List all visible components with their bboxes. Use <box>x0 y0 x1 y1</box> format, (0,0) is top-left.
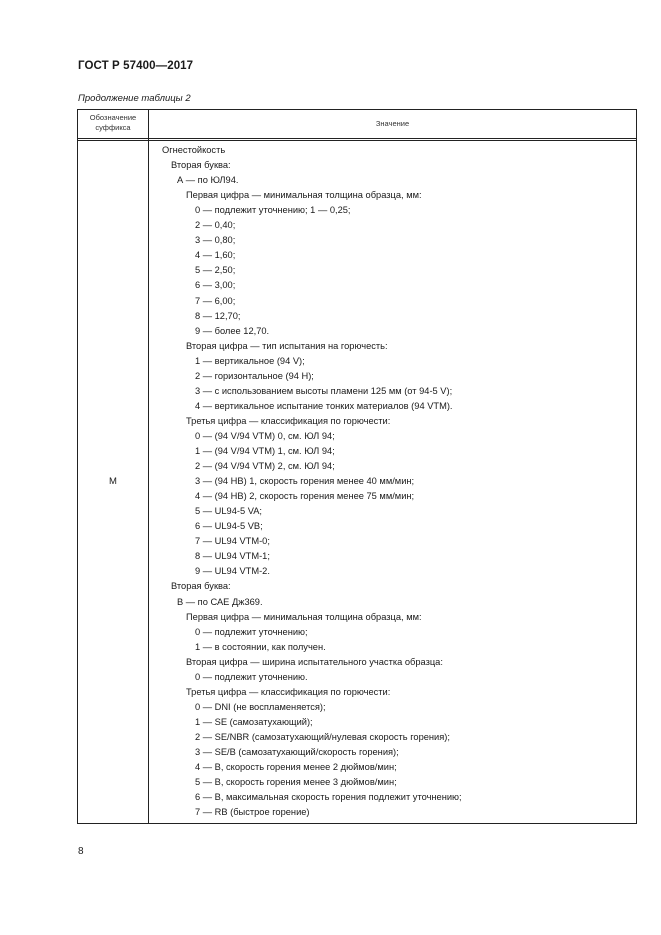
value-line: 2 — горизонтальное (94 H); <box>195 370 314 381</box>
suffix-cell: М <box>109 476 117 487</box>
value-line: 1 — (94 V/94 VTM) 1, см. ЮЛ 94; <box>195 446 335 456</box>
value-line: 0 — подлежит уточнению. <box>195 671 308 682</box>
document-code: ГОСТ Р 57400—2017 <box>78 60 194 72</box>
column-divider <box>148 110 149 823</box>
value-line: Вторая буква: <box>171 581 231 592</box>
value-line: 8 — UL94 VTM-1; <box>195 551 270 562</box>
value-line: 1 — вертикальное (94 V); <box>195 355 305 366</box>
value-line: 6 — UL94-5 VB; <box>195 521 263 532</box>
header-divider-double <box>78 140 636 141</box>
value-line: Первая цифра — минимальная толщина образца, мм: <box>186 611 422 622</box>
value-line: Огнестойкость <box>162 145 226 155</box>
value-line: 3 — с использованием высоты пламени 125 мм (от 94-5 V); <box>195 385 453 396</box>
value-line: 0 — (94 V/94 VTM) 0, см. ЮЛ 94; <box>195 430 335 441</box>
value-line: 7 — UL94 VTM-0; <box>195 536 270 547</box>
value-line: 4 — B, скорость горения менее 2 дюймов/мин; <box>195 762 397 773</box>
value-line: 4 — вертикальное испытание тонких материалов (94 VTM). <box>195 400 453 411</box>
value-line: 3 — SE/B (самозатухающий/скорость горения); <box>195 747 399 757</box>
value-line: 3 — (94 HB) 1, скорость горения менее 40 мм/мин; <box>195 476 415 487</box>
value-line: 2 — 0,40; <box>195 220 236 231</box>
value-line: 7 — 6,00; <box>195 295 236 306</box>
table-caption: Продолжение таблицы 2 <box>78 93 191 104</box>
value-line: 8 — 12,70; <box>195 310 241 321</box>
value-line: 0 — подлежит уточнению; <box>195 626 308 637</box>
value-line: 6 — 3,00; <box>195 280 236 291</box>
value-line: 1 — SE (самозатухающий); <box>195 716 313 727</box>
column-header-suffix: Обозначение суффикса <box>89 113 137 132</box>
value-line: 2 — SE/NBR (самозатухающий/нулевая скорость горения); <box>195 731 450 742</box>
page-number: 8 <box>78 846 84 857</box>
header-divider <box>78 138 636 139</box>
value-line: 5 — B, скорость горения менее 3 дюймов/мин; <box>195 777 397 788</box>
suffix-table <box>77 109 637 824</box>
value-line: 9 — UL94 VTM-2. <box>195 566 270 577</box>
value-line: Вторая цифра — ширина испытательного участка образца: <box>186 656 443 667</box>
value-line: Первая цифра — минимальная толщина образца, мм: <box>186 190 422 201</box>
value-line: 7 — RB (быстрое горение) <box>195 807 310 818</box>
value-line: Третья цифра — классификация по горючести: <box>186 415 391 426</box>
value-line: 9 — более 12,70. <box>195 325 270 336</box>
value-line: Вторая цифра — тип испытания на горючесть: <box>186 340 388 351</box>
value-line: 4 — (94 HB) 2, скорость горения менее 75 мм/мин; <box>195 491 415 502</box>
value-line: 0 — подлежит уточнению; 1 — 0,25; <box>195 205 351 216</box>
value-line: Третья цифра — классификация по горючести: <box>186 686 391 697</box>
value-line: 1 — в состоянии, как получен. <box>195 641 326 652</box>
value-line: В — по САЕ Дж369. <box>177 596 263 607</box>
value-line: Вторая буква: <box>171 160 231 171</box>
value-line: 3 — 0,80; <box>195 235 236 246</box>
value-line: 5 — UL94-5 VA; <box>195 506 263 517</box>
column-header-value: Значение <box>375 119 410 128</box>
value-line: 4 — 1,60; <box>195 250 236 261</box>
value-line: 0 — DNI (не воспламеняется); <box>195 701 326 712</box>
value-line: 5 — 2,50; <box>195 265 236 276</box>
value-line: 2 — (94 V/94 VTM) 2, см. ЮЛ 94; <box>195 461 335 472</box>
value-line: А — по ЮЛ94. <box>177 175 239 186</box>
value-line: 6 — B, максимальная скорость горения подлежит уточнению; <box>195 792 462 803</box>
